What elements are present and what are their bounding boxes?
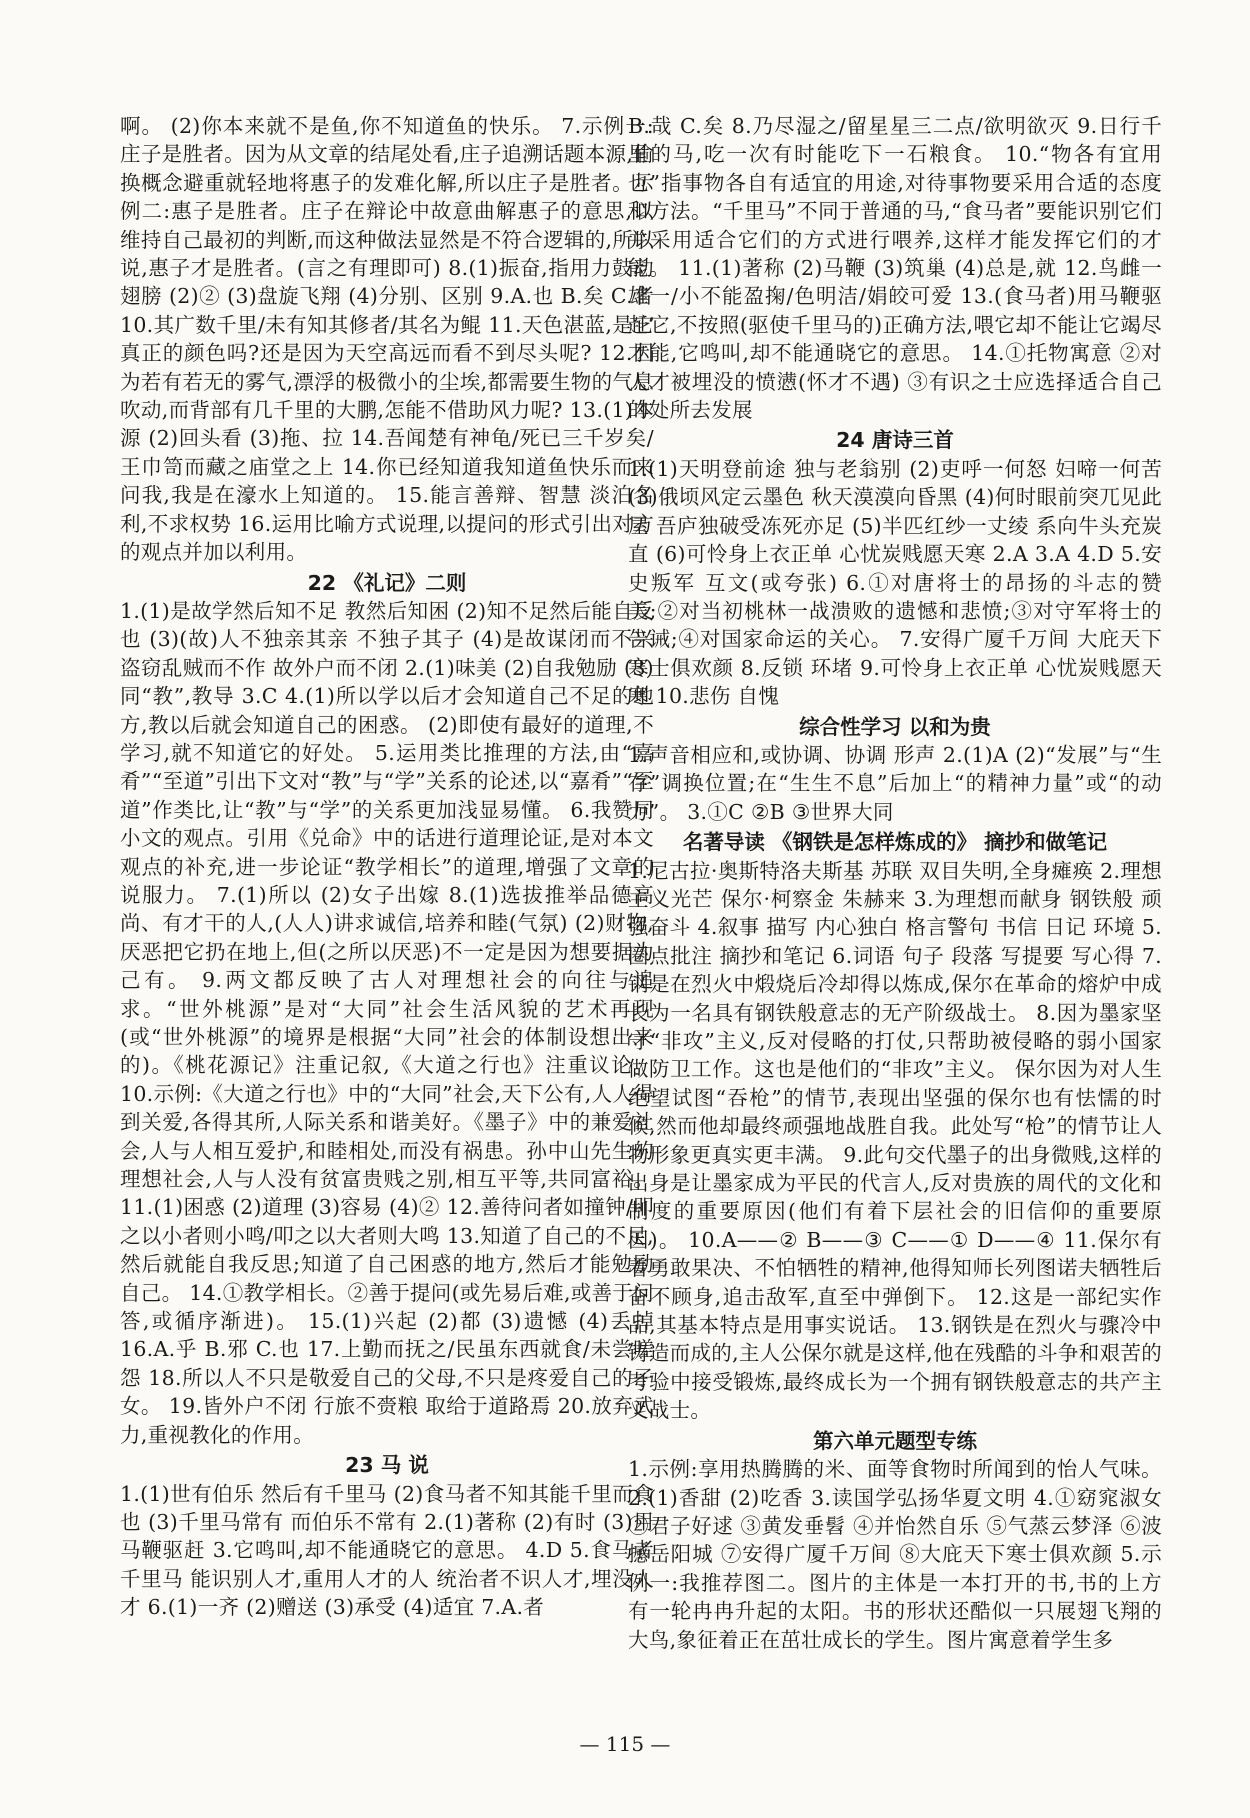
answers-section-23-cont: B.哉 C.矣 8.乃尽湿之/留星星三二点/欲明欲灭 9.日行千里的马,吃一次有时能吃下一石粮食。 10.“物各有宜用也”指事物各自有适宜的用途,对待事物要采用合适的态度和方法。“千里马”不同于普通的马,“食马者”要能识别它们并采用适合它们的方式进行喂养,这样才能发挥它们的才能。 11.(1)著称 (2)马鞭 (3)筑巢 (4)总是,就 12.鸟雌一雄一/小不能盈掬/色明洁/娟皎可爱 13.(食马者)用马鞭驱赶它,不按照(驱使千里马的)正确方法,喂它却不能让它竭尽才能,它鸣叫,却不能通晓它的意思。 14.①托物寓意 ②对人才被埋没的愤懑(怀才不遇) ③有识之士应选择适合自己的处所去发展 [628,114,1162,423]
answers-section-23: 1.(1)世有伯乐 然后有千里马 (2)食马者不知其能千里而食也 (3)千里马常有 而伯乐不常有 2.(1)著称 (2)有时 (3)用马鞭驱赶 3.它鸣叫,却不能通晓它的意思。 4.D 5.食马者 千里马 能识别人才,重用人才的人 统治者不识人才,埋没人才 6.(1)一齐 (2)赠送 (3)承受 (4)适宜 7.A.者 [120,1481,654,1620]
page-number: — 115 — [579,1732,671,1756]
right-column [628,112,1162,1654]
section-heading-22: 22 《礼记》二则 [307,570,467,595]
section-heading-classics: 名著导读 《钢铁是怎样炼成的》 摘抄和做笔记 [682,830,1108,855]
answers-classics: 1.尼古拉·奥斯特洛夫斯基 苏联 双目失明,全身瘫痪 2.理想主义光芒 保尔·柯察金 朱赫来 3.为理想而献身 钢铁般 顽强奋斗 4.叙事 描写 内心独白 格言警句 书信 日记 环境 5.圈点批注 摘抄和笔记 6.词语 句子 段落 写提要 写心得 7.钢是在烈火中煅烧后冷却得以炼成,保尔在革命的熔炉中成长为一名具有钢铁般意志的无产阶级战士。 8.因为墨家坚守“非攻”主义,反对侵略的打仗,只帮助被侵略的弱小国家做防卫工作。这也是他们的“非攻”主义。 保尔因为对人生绝望试图“吞枪”的情节,表现出坚强的保尔也有怯懦的时候,然而他却最终顽强地战胜自我。此处写“枪”的情节让人物形象更真实更丰满。 9.此句交代墨子的出身微贱,这样的出身是让墨家成为平民的代言人,反对贵族的周代的文化和制度的重要原因(他们有着下层社会的旧信仰的重要原因)。 10.A——② B——③ C——① D——④ 11.保尔有着勇敢果决、不怕牺牲的精神,他得知师长列图诺夫牺牲后奋不顾身,追击敌军,直至中弹倒下。 12.这是一部纪实作品,其基本特点是用事实说话。 13.钢铁是在烈火与骤冷中铸造而成的,主人公保尔就是这样,他在残酷的斗争和艰苦的考验中接受锻炼,最终成长为一个拥有钢铁般意志的共产主义战士。 [628,858,1162,1423]
left-column [120,112,654,1622]
answers-comprehensive: 1.声音相应和,或协调、协调 形声 2.(1)A (2)“发展”与“生存”调换位置;在“生生不息”后加上“的精神力量”或“的动力”。 3.①C ②B ③世界大同 [628,742,1162,824]
section-heading-unit6: 第六单元题型专练 [813,1428,977,1453]
answers-section-24: 1.(1)天明登前途 独与老翁别 (2)吏呼一何怒 妇啼一何苦 (3)俄顷风定云墨色 秋天漠漠向昏黑 (4)何时眼前突兀见此屋 吾庐独破受冻死亦足 (5)半匹红纱一丈绫 系向牛头充炭直 (6)可怜身上衣正单 心忧炭贱愿天寒 2.A 3.A 4.D 5.安史叛军 互文(或夸张) 6.①对唐将士的昂扬的斗志的赞美;②对当初桃林一战溃败的遗憾和悲愤;③对守军将士的告诫;④对国家命运的关心。 7.安得广厦千万间 大庇天下寒士俱欢颜 8.反锁 环堵 9.可怜身上衣正单 心忧炭贱愿天寒 10.悲伤 自愧 [628,456,1162,709]
section-heading-comprehensive: 综合性学习 以和为贵 [799,714,991,739]
section-heading-23: 23 马 说 [345,1453,429,1478]
section-heading-24: 24 唐诗三首 [836,428,954,453]
answers-section-22: 1.(1)是故学然后知不足 教然后知困 (2)知不足然后能自反也 (3)(故)人不独亲其亲 不独子其子 (4)是故谋闭而不兴 盗窃乱贼而不作 故外户而不闭 2.(1)味美 (2)自我勉励 (3)同“教”,教导 3.C 4.(1)所以学以后才会知道自己不足的地方,教以后就会知道自己的困惑。 (2)即使有最好的道理,不学习,就不知道它的好处。 5.运用类比推理的方法,由“嘉肴”“至道”引出下文对“教”与“学”关系的论述,以“嘉肴”“至道”作类比,让“教”与“学”的关系更加浅显易懂。 6.我赞同小文的观点。引用《兑命》中的话进行道理论证,是对本文观点的补充,进一步论证“教学相长”的道理,增强了文章的说服力。 7.(1)所以 (2)女子出嫁 8.(1)选拔推举品德高尚、有才干的人,(人人)讲求诚信,培养和睦(气氛) (2)财物,厌恶把它扔在地上,但(之所以厌恶)不一定是因为想要据为己有。 9.两文都反映了古人对理想社会的向往与追求。“世外桃源”是对“大同”社会生活风貌的艺术再现(或“世外桃源”的境界是根据“大同”社会的体制设想出来的)。《桃花源记》注重记叙,《大道之行也》注重议论。 10.示例:《大道之行也》中的“大同”社会,天下公有,人人得到关爱,各得其所,人际关系和谐美好。《墨子》中的兼爱社会,人与人相互爱护,和睦相处,而没有祸患。孙中山先生的理想社会,人与人没有贫富贵贱之别,相互平等,共同富裕。 11.(1)困惑 (2)道理 (3)容易 (4)② 12.善待问者如撞钟/叩之以小者则小鸣/叩之以大者则大鸣 13.知道了自己的不足,然后就能自我反思;知道了自己困惑的地方,然后才能勉励自己。 14.①教学相长。②善于提问(或先易后难,或善于问答,或循序渐进)。 15.(1)兴起 (2)都 (3)遗憾 (4)丢掉 16.A.乎 B.邪 C.也 17.上勤而抚之/民虽东西就食/未尝嗟怨 18.所以人不只是敬爱自己的父母,不只是疼爱自己的子女。 19.皆外户不闭 行旅不赍粮 取给于道路焉 20.放弃武力,重视教化的作用。 [120,598,654,1447]
answers-unit21-tail: 啊。 (2)你本来就不是鱼,你不知道鱼的快乐。 7.示例一:庄子是胜者。因为从文章的结尾处看,庄子追溯话题本源,偷换概念避重就轻地将惠子的发难化解,所以庄子是胜者。示例二:惠子是胜者。庄子在辩论中故意曲解惠子的意思,以维持自己最初的判断,而这种做法显然是不符合逻辑的,所以说,惠子才是胜者。(言之有理即可) 8.(1)振奋,指用力鼓动翅膀 (2)② (3)盘旋飞翔 (4)分别、区别 9.A.也 B.矣 C.者 10.其广数千里/未有知其修者/其名为鲲 11.天色湛蓝,是它真正的颜色吗?还是因为天空高远而看不到尽头呢? 12.因为若有若无的雾气,漂浮的极微小的尘埃,都需要生物的气息吹动,而背部有几千里的大鹏,怎能不借助风力呢? 13.(1)本源 (2)回头看 (3)拖、拉 14.吾闻楚有神龟/死已三千岁矣/王巾笥而藏之庙堂之上 14.你已经知道我知道鱼快乐而来问我,我是在濠水上知道的。 15.能言善辩、智慧 淡泊名利,不求权势 16.运用比喻方式说理,以提问的形式引出对方的观点并加以利用。 [120,114,654,565]
answers-unit6: 1.示例:享用热腾腾的米、面等食物时所闻到的怡人气味。 2.(1)香甜 (2)吃香 3.读国学弘扬华夏文明 4.①窈窕淑女 ②君子好逑 ③黄发垂髫 ④并怡然自乐 ⑤气蒸云梦泽 ⑥波撼岳阳城 ⑦安得广厦千万间 ⑧大庇天下寒士俱欢颜 5.示例一:我推荐图二。图片的主体是一本打开的书,书的上方有一轮冉冉升起的太阳。书的形状还酷似一只展翅飞翔的大鸟,象征着正在茁壮成长的学生。图片寓意着学生多 [628,1457,1162,1652]
